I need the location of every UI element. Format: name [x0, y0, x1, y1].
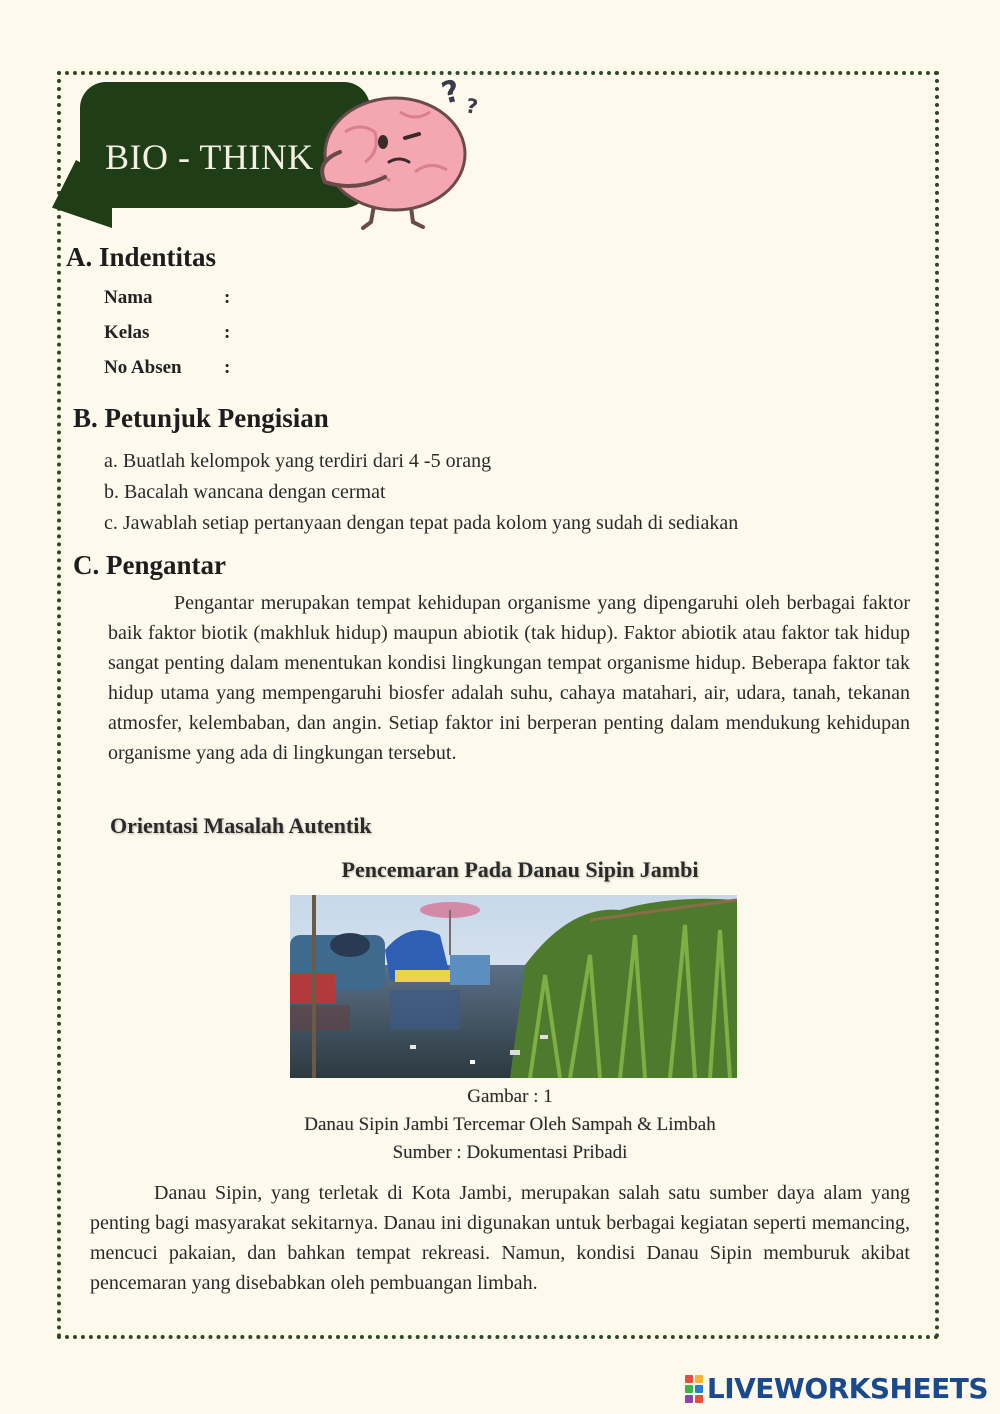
field-nama-colon: : — [224, 287, 231, 308]
pengantar-paragraph: Pengantar merupakan tempat kehidupan organisme yang dipengaruhi oleh berbagai faktor baik faktor biotik (makhluk hidup) maupun abiotik (tak hidup). Faktor abiotik atau faktor tak hidup sangat penting dalam menentukan kondisi lingkungan tempat organisme hidup. Beberapa faktor tak hidup utama yang mempengaruhi biosfer adalah suhu, cahaya matahari, air, udara, tanah, tekanan atmosfer, kelembaban, dan angin. Setiap faktor ini berperan penting dalam mendukung kehidupan organisme yang ada di lingkungan tersebut. — [108, 592, 910, 764]
field-kelas-label: Kelas — [104, 322, 150, 343]
section-petunjuk-heading: B. Petunjuk Pengisian — [73, 403, 329, 433]
section-identitas-heading: A. Indentitas — [66, 242, 217, 272]
svg-text:?: ? — [438, 73, 464, 112]
article-title: Pencemaran Pada Danau Sipin Jambi — [341, 857, 699, 882]
thinking-brain-icon — [305, 72, 485, 237]
page-title: BIO - THINK — [105, 137, 314, 177]
instruction-item: a. Buatlah kelompok yang terdiri dari 4 -5 orang — [104, 450, 492, 472]
svg-text:?: ? — [464, 93, 480, 119]
liveworksheets-logo — [685, 1372, 988, 1405]
section-pengantar-heading: C. Pengantar — [73, 550, 226, 580]
field-nama-label: Nama — [104, 287, 153, 308]
field-no-absen-colon: : — [224, 357, 231, 378]
lake-pollution-photo — [290, 895, 737, 1078]
field-kelas-colon: : — [224, 322, 231, 343]
orientasi-paragraph: Danau Sipin, yang terletak di Kota Jambi, merupakan salah satu sumber daya alam yang penting bagi masyarakat sekitarnya. Danau ini digunakan untuk berbagai kegiatan seperti memancing, mencuci pakaian, dan bahkan tempat rekreasi. Namun, kondisi Danau Sipin memburuk akibat pencemaran yang disebabkan oleh pembuangan limbah. — [90, 1182, 910, 1294]
orientasi-heading: Orientasi Masalah Autentik — [110, 813, 372, 838]
instruction-item: b. Bacalah wancana dengan cermat — [104, 481, 386, 503]
instruction-item: c. Jawablah setiap pertanyaan dengan tepat pada kolom yang sudah di sediakan — [104, 512, 739, 534]
figure-source: Sumber : Dokumentasi Pribadi — [392, 1142, 628, 1163]
field-no-absen-label: No Absen — [104, 357, 182, 378]
figure-description: Danau Sipin Jambi Tercemar Oleh Sampah & Limbah — [304, 1114, 716, 1135]
liveworksheets-grid-icon — [685, 1375, 703, 1403]
figure-number: Gambar : 1 — [467, 1086, 553, 1107]
liveworksheets-brand: LIVEWORKSHEETS — [706, 1372, 988, 1405]
